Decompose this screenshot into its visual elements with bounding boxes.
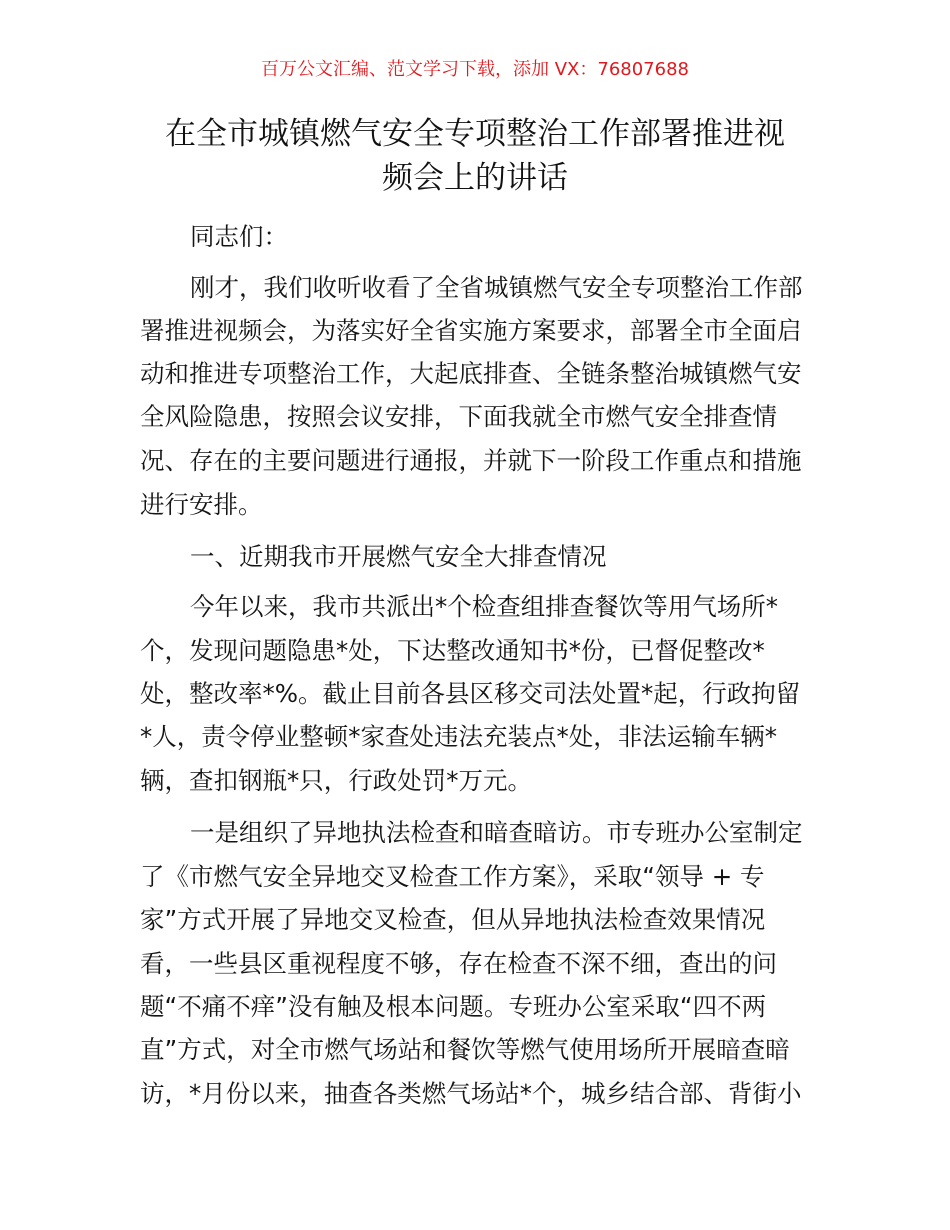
paragraph-line: 一是组织了异地执法检查和暗查暗访。市专班办公室制定 <box>190 818 803 847</box>
paragraph-line: 进行安排。 <box>140 490 263 519</box>
paragraph-line: 家”方式开展了异地交叉检查，但从异地执法检查效果情况 <box>140 905 766 934</box>
paragraph-line: 个，发现问题隐患*处，下达整改通知书*份，已督促整改* <box>140 636 765 665</box>
paragraph-line: 看，一些县区重视程度不够，存在检查不深不细，查出的问 <box>140 949 777 978</box>
paragraph-line: *人，责令停业整顿*家查处违法充装点*处，非法运输车辆* <box>140 722 777 751</box>
document-title <box>0 112 950 200</box>
paragraph-line: 处，整改率*%。截止目前各县区移交司法处置*起，行政拘留 <box>140 679 801 708</box>
paragraph-line: 辆，查扣钢瓶*只，行政处罚*万元。 <box>140 766 532 795</box>
title-line-2: 频会上的讲话 <box>382 160 568 196</box>
paragraph-line: 了《市燃气安全异地交叉检查工作方案》，采取“领导 + 专 <box>140 862 765 891</box>
paragraph-line: 况、存在的主要问题进行通报，并就下一阶段工作重点和措施 <box>140 446 802 475</box>
paragraph-line: 全风险隐患，按照会议安排，下面我就全市燃气安全排查情 <box>140 402 777 431</box>
paragraph-line: 直”方式，对全市燃气场站和餐饮等燃气使用场所开展暗查暗 <box>140 1035 790 1064</box>
paragraph-line: 动和推进专项整治工作，大起底排查、全链条整治城镇燃气安 <box>140 359 802 388</box>
section-heading: 一、近期我市开展燃气安全大排查情况 <box>190 542 607 571</box>
title-line-1: 在全市城镇燃气安全专项整治工作部署推进视 <box>165 116 785 152</box>
paragraph-line: 署推进视频会，为落实好全省实施方案要求，部署全市全面启 <box>140 316 802 345</box>
paragraph-line: 今年以来，我市共派出*个检查组排查餐饮等用气场所* <box>190 592 778 621</box>
watermark-banner: 百万公文汇编、范文学习下载，添加 VX：76807688 <box>261 59 689 80</box>
paragraph-line: 题“不痛不痒”没有触及根本问题。专班办公室采取“四不两 <box>140 992 767 1021</box>
paragraph-line: 访，*月份以来，抽查各类燃气场站*个，城乡结合部、背街小 <box>140 1079 802 1108</box>
salutation: 同志们： <box>190 222 288 251</box>
paragraph-line: 刚才，我们收听收看了全省城镇燃气安全专项整治工作部 <box>190 273 803 302</box>
